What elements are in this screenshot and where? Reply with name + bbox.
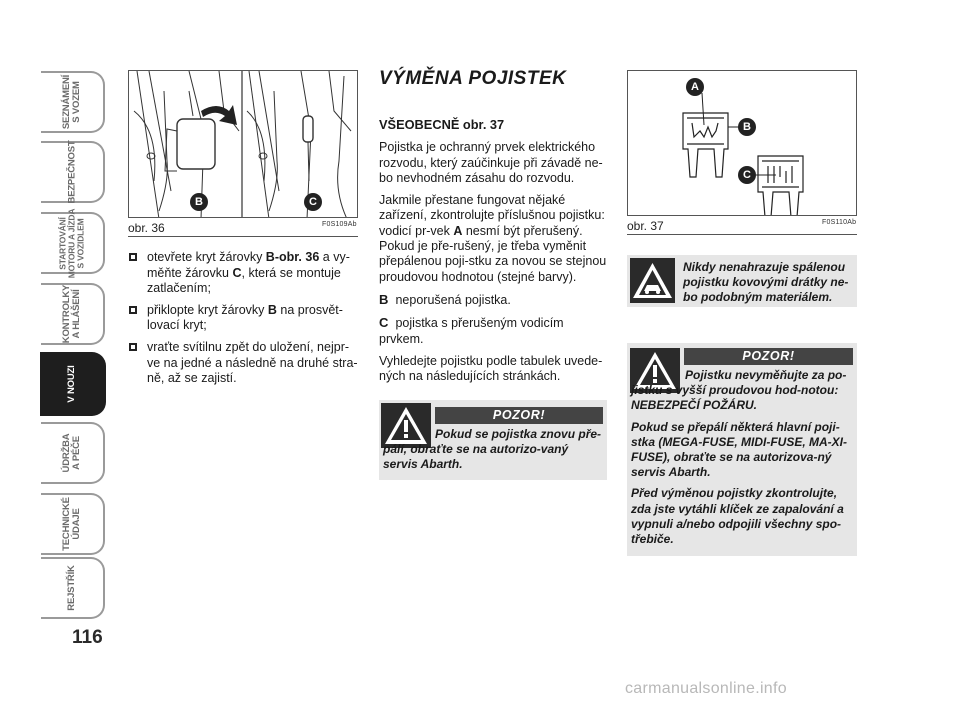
car-warning-icon <box>630 258 675 303</box>
checkbox-bullet-icon <box>129 306 137 314</box>
warning-box <box>627 343 857 556</box>
legend-c: C pojistka s přerušeným vodicím prvkem. <box>379 315 564 346</box>
figure-36-code: F0S109Ab <box>322 221 357 228</box>
checkbox-bullet-icon <box>129 343 137 351</box>
watermark: carmanualsonline.info <box>625 680 787 697</box>
divider <box>128 236 358 237</box>
tab-rejstrik[interactable] <box>41 557 105 619</box>
list-item: vraťte svítilnu zpět do uložení, nejpr-ve na jedné a následně na druhé stra-ně, až se zajistí. <box>128 340 358 387</box>
figure-37-code: F0S110Ab <box>822 219 857 226</box>
paragraph: Jakmile přestane fungovat nějaké zařízení, zkontrolujte příslušnou pojistku: vodicí pr-vek A nesmí být přerušený. Pokud je pře-rušený, je třeba vyměnit přepálenou poji-stku za novou se stejnou proudovou hodnotou (stejné barvy). <box>379 193 607 284</box>
tab-kontrolky[interactable] <box>41 283 105 345</box>
tab-seznameni[interactable] <box>41 71 105 133</box>
subsection-title: VŠEOBECNĚ obr. 37 <box>379 117 505 132</box>
tab-label: TECHNICKÉ ÚDAJE <box>61 497 82 551</box>
marker-c: C <box>304 193 322 211</box>
main-text <box>379 117 607 391</box>
warning-box <box>379 400 607 480</box>
list-item: otevřete kryt žárovky B-obr. 36 a vy-měňte žárovku C, která se montuje zatlačením; <box>128 250 358 297</box>
figure-37-image <box>627 70 857 216</box>
legend-b: B neporušená pojistka. <box>379 291 511 307</box>
marker-a: A <box>686 78 704 96</box>
fuse-illustration <box>628 71 857 216</box>
list-item: přiklopte kryt žárovky B na prosvět-lovací kryt; <box>128 303 358 334</box>
tab-technicke[interactable] <box>41 493 105 555</box>
marker-b: B <box>190 193 208 211</box>
tab-label: KONTROLKY A HLÁŠENÍ <box>61 284 82 344</box>
tab-label: REJSTŘÍK <box>66 565 77 611</box>
divider <box>627 234 857 235</box>
bullet-list <box>128 250 358 393</box>
tab-label: BEZPEČNOST <box>66 140 77 204</box>
marker-b: B <box>738 118 756 136</box>
paragraph: Pojistka je ochranný prvek elektrického rozvodu, který zaúčinkuje při závadě ne-bo nevhodném zásahu do rozvodu. <box>379 140 603 185</box>
tab-label: ÚDRŽBA A PÉČE <box>61 433 82 473</box>
warning-text: Pokud se pojistka znovu pře-pálí, obraťte se na autorizo-vaný servis Abarth. <box>383 427 602 472</box>
page-number: 116 <box>72 627 103 648</box>
warning-header: POZOR! <box>684 348 853 365</box>
figure-36-caption: obr. 36 <box>128 221 165 235</box>
warning-text: Pojistku nevyměňujte za po-jistku s vyšší proudovou hod-notou: NEBEZPEČÍ POŽÁRU. Pokud se přepálí některá hlavní poji-stka (MEGA-FUSE, MIDI-FUSE, MA-XI-FUSE), obraťte se na autorizova-ný servis Abarth. Před výměnou pojistky zkontrolujte, zda jste vytáhli klíček ze zapalování a vypnuli a/nebo odpojili všechny spo-třebiče. <box>631 368 848 547</box>
tab-udrzba[interactable] <box>41 422 105 484</box>
tab-label: V NOUZI <box>66 365 77 403</box>
warning-header: POZOR! <box>435 407 603 424</box>
lamp-illustration <box>129 71 358 218</box>
tab-bezpecnost[interactable] <box>41 141 105 203</box>
checkbox-bullet-icon <box>129 253 137 261</box>
tab-v-nouzi[interactable] <box>40 352 106 416</box>
section-title: VÝMĚNA POJISTEK <box>379 68 567 89</box>
note-box <box>627 255 857 307</box>
figure-36-image <box>128 70 358 218</box>
tab-startovani[interactable] <box>41 208 105 278</box>
figure-37-caption: obr. 37 <box>627 219 664 233</box>
note-text: Nikdy nenahrazuje spálenou pojistku kovovými drátky ne-bo podobným materiálem. <box>683 260 849 305</box>
tab-label: SEZNÁMENÍ S VOZEM <box>61 74 82 130</box>
marker-c: C <box>738 166 756 184</box>
tab-label: STARTOVÁNÍ MOTORU A JÍZDA S VOZIDLEM <box>57 208 86 278</box>
paragraph: Vyhledejte pojistku podle tabulek uvede-ných na následujících stránkách. <box>379 353 603 384</box>
